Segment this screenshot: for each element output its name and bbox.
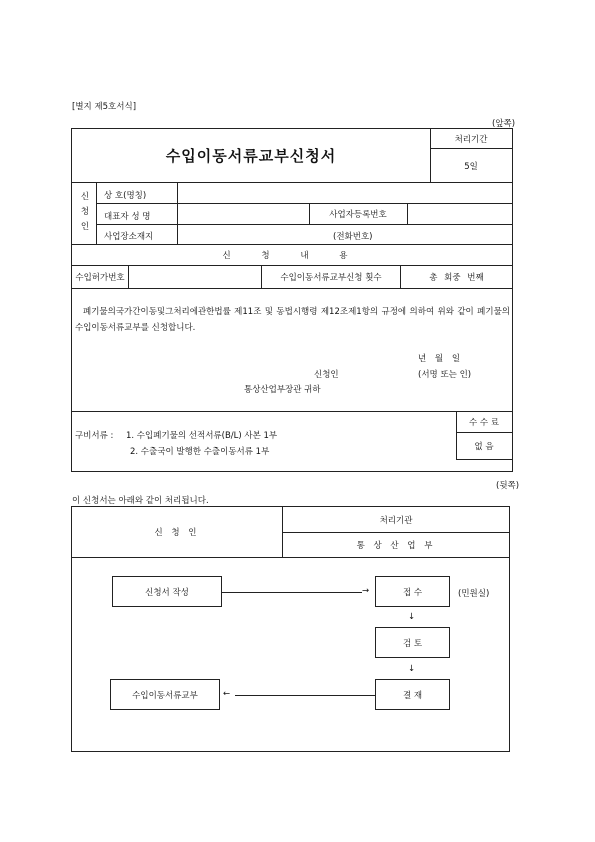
arrow-down-icon: ↓ xyxy=(408,612,416,622)
address-label: 사업장소재지 xyxy=(104,232,154,242)
application-content-header: 신 청 내 용 xyxy=(222,251,362,261)
arrow-right-icon: → xyxy=(362,586,370,596)
applicant-sign-label: 신청인 xyxy=(314,370,339,380)
flow-applicant-column: 신 청 인 xyxy=(154,528,200,538)
application-statement: 폐기물의국가간이동및그처리에관한법률 제11조 및 동법시행령 제12조제1항의 규정에 의하여 위와 같이 폐기물의 수입이동서류교부를 신청합니다. xyxy=(75,307,510,333)
back-page-label: (뒷쪽) xyxy=(496,481,520,491)
processing-period-value: 5일 xyxy=(464,161,478,172)
business-name-field[interactable] xyxy=(178,183,511,203)
representative-label: 대표자 성 명 xyxy=(104,212,151,222)
business-reg-no-field[interactable] xyxy=(408,204,511,224)
step-issue-documents: 수입이동서류교부 xyxy=(110,679,220,710)
import-permit-field[interactable] xyxy=(129,266,261,288)
form-code: [별지 제5호서식] xyxy=(72,102,137,112)
front-page-label: (앞쪽) xyxy=(492,119,516,129)
processing-period-label: 처리기간 xyxy=(454,134,488,145)
import-permit-label: 수입허가번호 xyxy=(75,273,125,283)
issue-count-label: 수입이동서류교부신청 횟수 xyxy=(280,273,382,283)
step-review: 검 토 xyxy=(375,627,450,658)
arrow-line-to-receive xyxy=(222,592,362,593)
business-reg-no-label: 사업자등록번호 xyxy=(329,210,387,220)
flow-intro: 이 신청서는 아래와 같이 처리됩니다. xyxy=(72,496,209,506)
form-title: 수입이동서류교부신청서 xyxy=(165,147,337,165)
representative-field[interactable] xyxy=(178,204,309,224)
documents-item-1: 1. 수입폐기물의 선적서류(B/L) 사본 1부 xyxy=(126,431,278,441)
issue-count-field[interactable]: 총 회중 번째 xyxy=(429,273,484,283)
documents-header: 구비서류 : xyxy=(75,431,114,441)
signature-field[interactable]: (서명 또는 인) xyxy=(418,370,472,380)
business-name-label: 상 호(명칭) xyxy=(104,191,147,201)
step-receive: 접 수 xyxy=(375,576,450,607)
fee-label: 수 수 료 xyxy=(468,418,500,428)
fee-value: 없 음 xyxy=(474,442,494,452)
arrow-line-to-issue xyxy=(235,695,375,696)
flow-agency-subcolumn: 통 상 산 업 부 xyxy=(356,541,436,551)
arrow-down-icon: ↓ xyxy=(408,664,416,674)
documents-item-2: 2. 수출국이 발행한 수출이동서류 1부 xyxy=(130,447,270,457)
arrow-left-icon: ← xyxy=(223,689,231,699)
addressee: 통상산업부장관 귀하 xyxy=(244,385,321,395)
flow-agency-column: 처리기관 xyxy=(379,515,413,526)
receive-note: (민원실) xyxy=(458,589,490,599)
step-write-application: 신청서 작성 xyxy=(112,576,222,607)
step-approve: 결 재 xyxy=(375,679,450,710)
date-line[interactable]: 년 월 일 xyxy=(418,354,461,364)
applicant-section-label: 신 청 인 xyxy=(80,192,90,232)
phone-label: (전화번호) xyxy=(333,232,373,242)
